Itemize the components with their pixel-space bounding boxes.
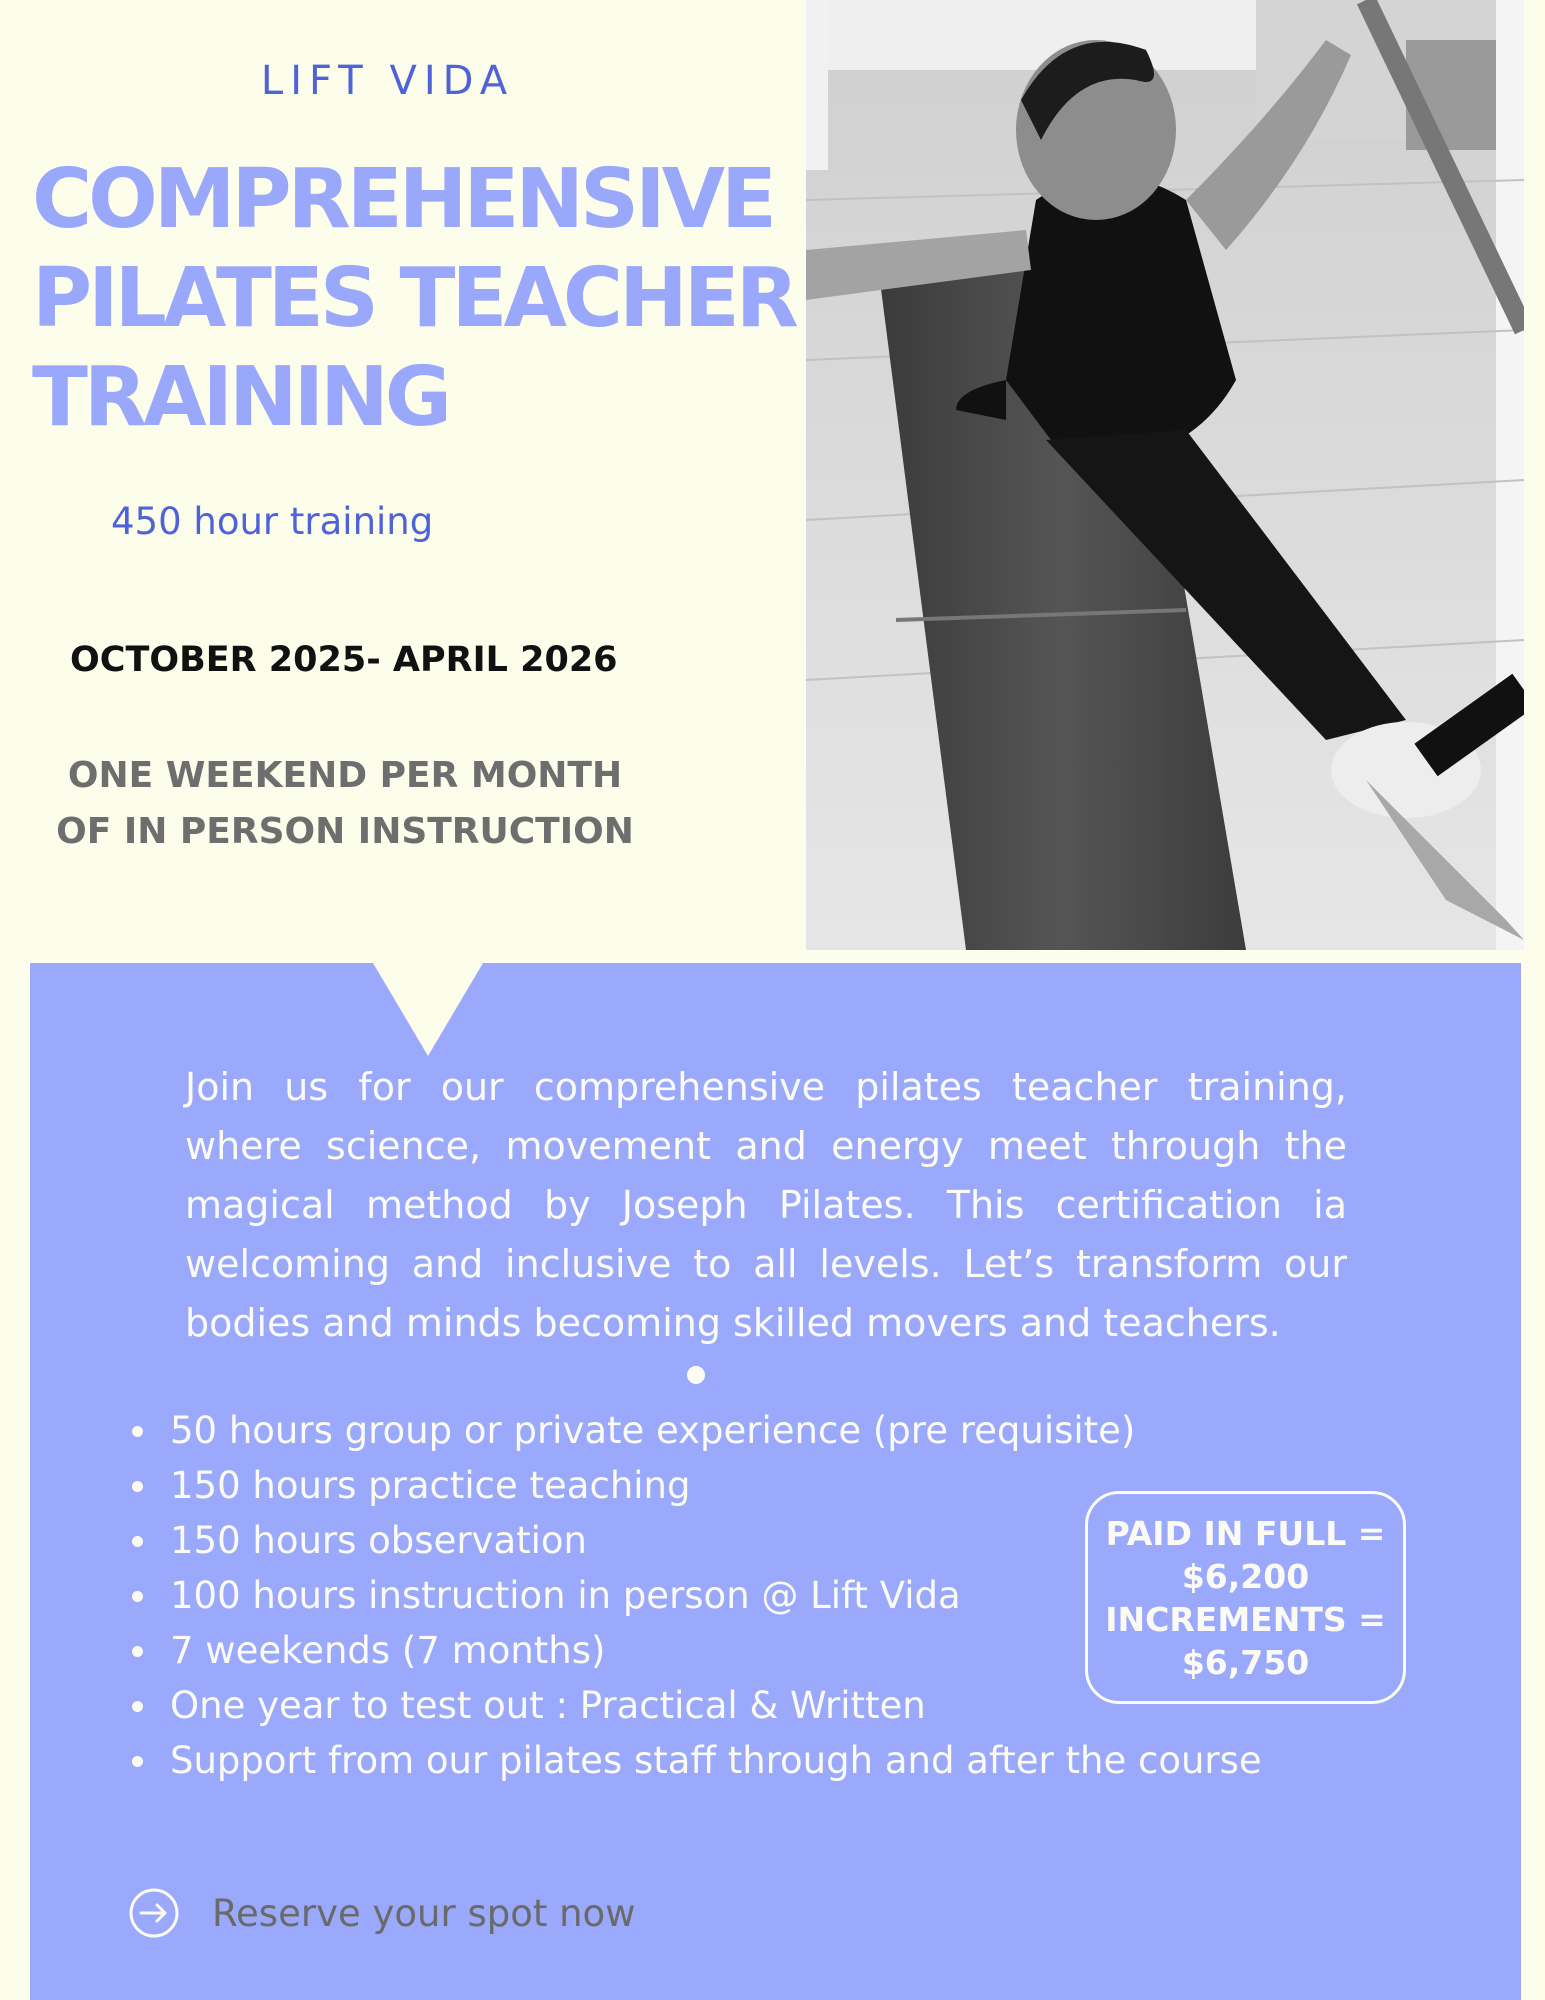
brand-name: LIFT VIDA [260,58,515,104]
reserve-link-label[interactable]: Reserve your spot now [212,1891,636,1935]
list-item: Support from our pilates staff through and after the course [170,1733,1292,1788]
hero-photo [806,0,1524,950]
price-full-value: $6,200 [1181,1557,1310,1596]
intro-paragraph: Join us for our comprehensive pilates teacher training, where science, movement and energy meet through the magical method by Joseph Pilates. This certification ia welcoming and inclusive to all levels. Let’s transform our bodies and minds becoming skilled movers and teachers. [185,1065,1347,1345]
price-increments-value: $6,750 [1181,1643,1310,1682]
list-item: 150 hours observation [170,1513,1292,1568]
reserve-link[interactable] [128,1883,635,1943]
pilates-photo-illustration [806,0,1524,950]
price-full-label: PAID IN FULL = [1105,1514,1386,1553]
list-item: 50 hours group or private experience (pre requisite) [170,1403,1292,1458]
price-increments-label: INCREMENTS = [1105,1600,1386,1639]
arrow-right-circle-icon[interactable] [128,1887,180,1939]
price-box [1085,1491,1406,1704]
training-hours: 450 hour training [111,500,434,543]
schedule-note [0,748,690,860]
list-item: 7 weekends (7 months) [170,1623,1292,1678]
training-dates: OCTOBER 2025- APRIL 2026 [70,640,618,680]
schedule-line-2: OF IN PERSON INSTRUCTION [56,811,634,852]
list-item: 100 hours instruction in person @ Lift Vida [170,1568,1292,1623]
schedule-line-1: ONE WEEKEND PER MONTH [67,755,623,796]
panel-notch [373,963,483,1056]
page-title [32,150,802,447]
title-line-1: COMPREHENSIVE [32,152,774,247]
details-panel [30,963,1521,2000]
title-line-3: TRAINING [32,350,449,445]
list-item: 150 hours practice teaching [170,1458,1292,1513]
list-item: One year to test out : Practical & Written [170,1678,1292,1733]
divider-dot [687,1366,705,1384]
title-line-2: PILATES TEACHER [32,251,795,346]
